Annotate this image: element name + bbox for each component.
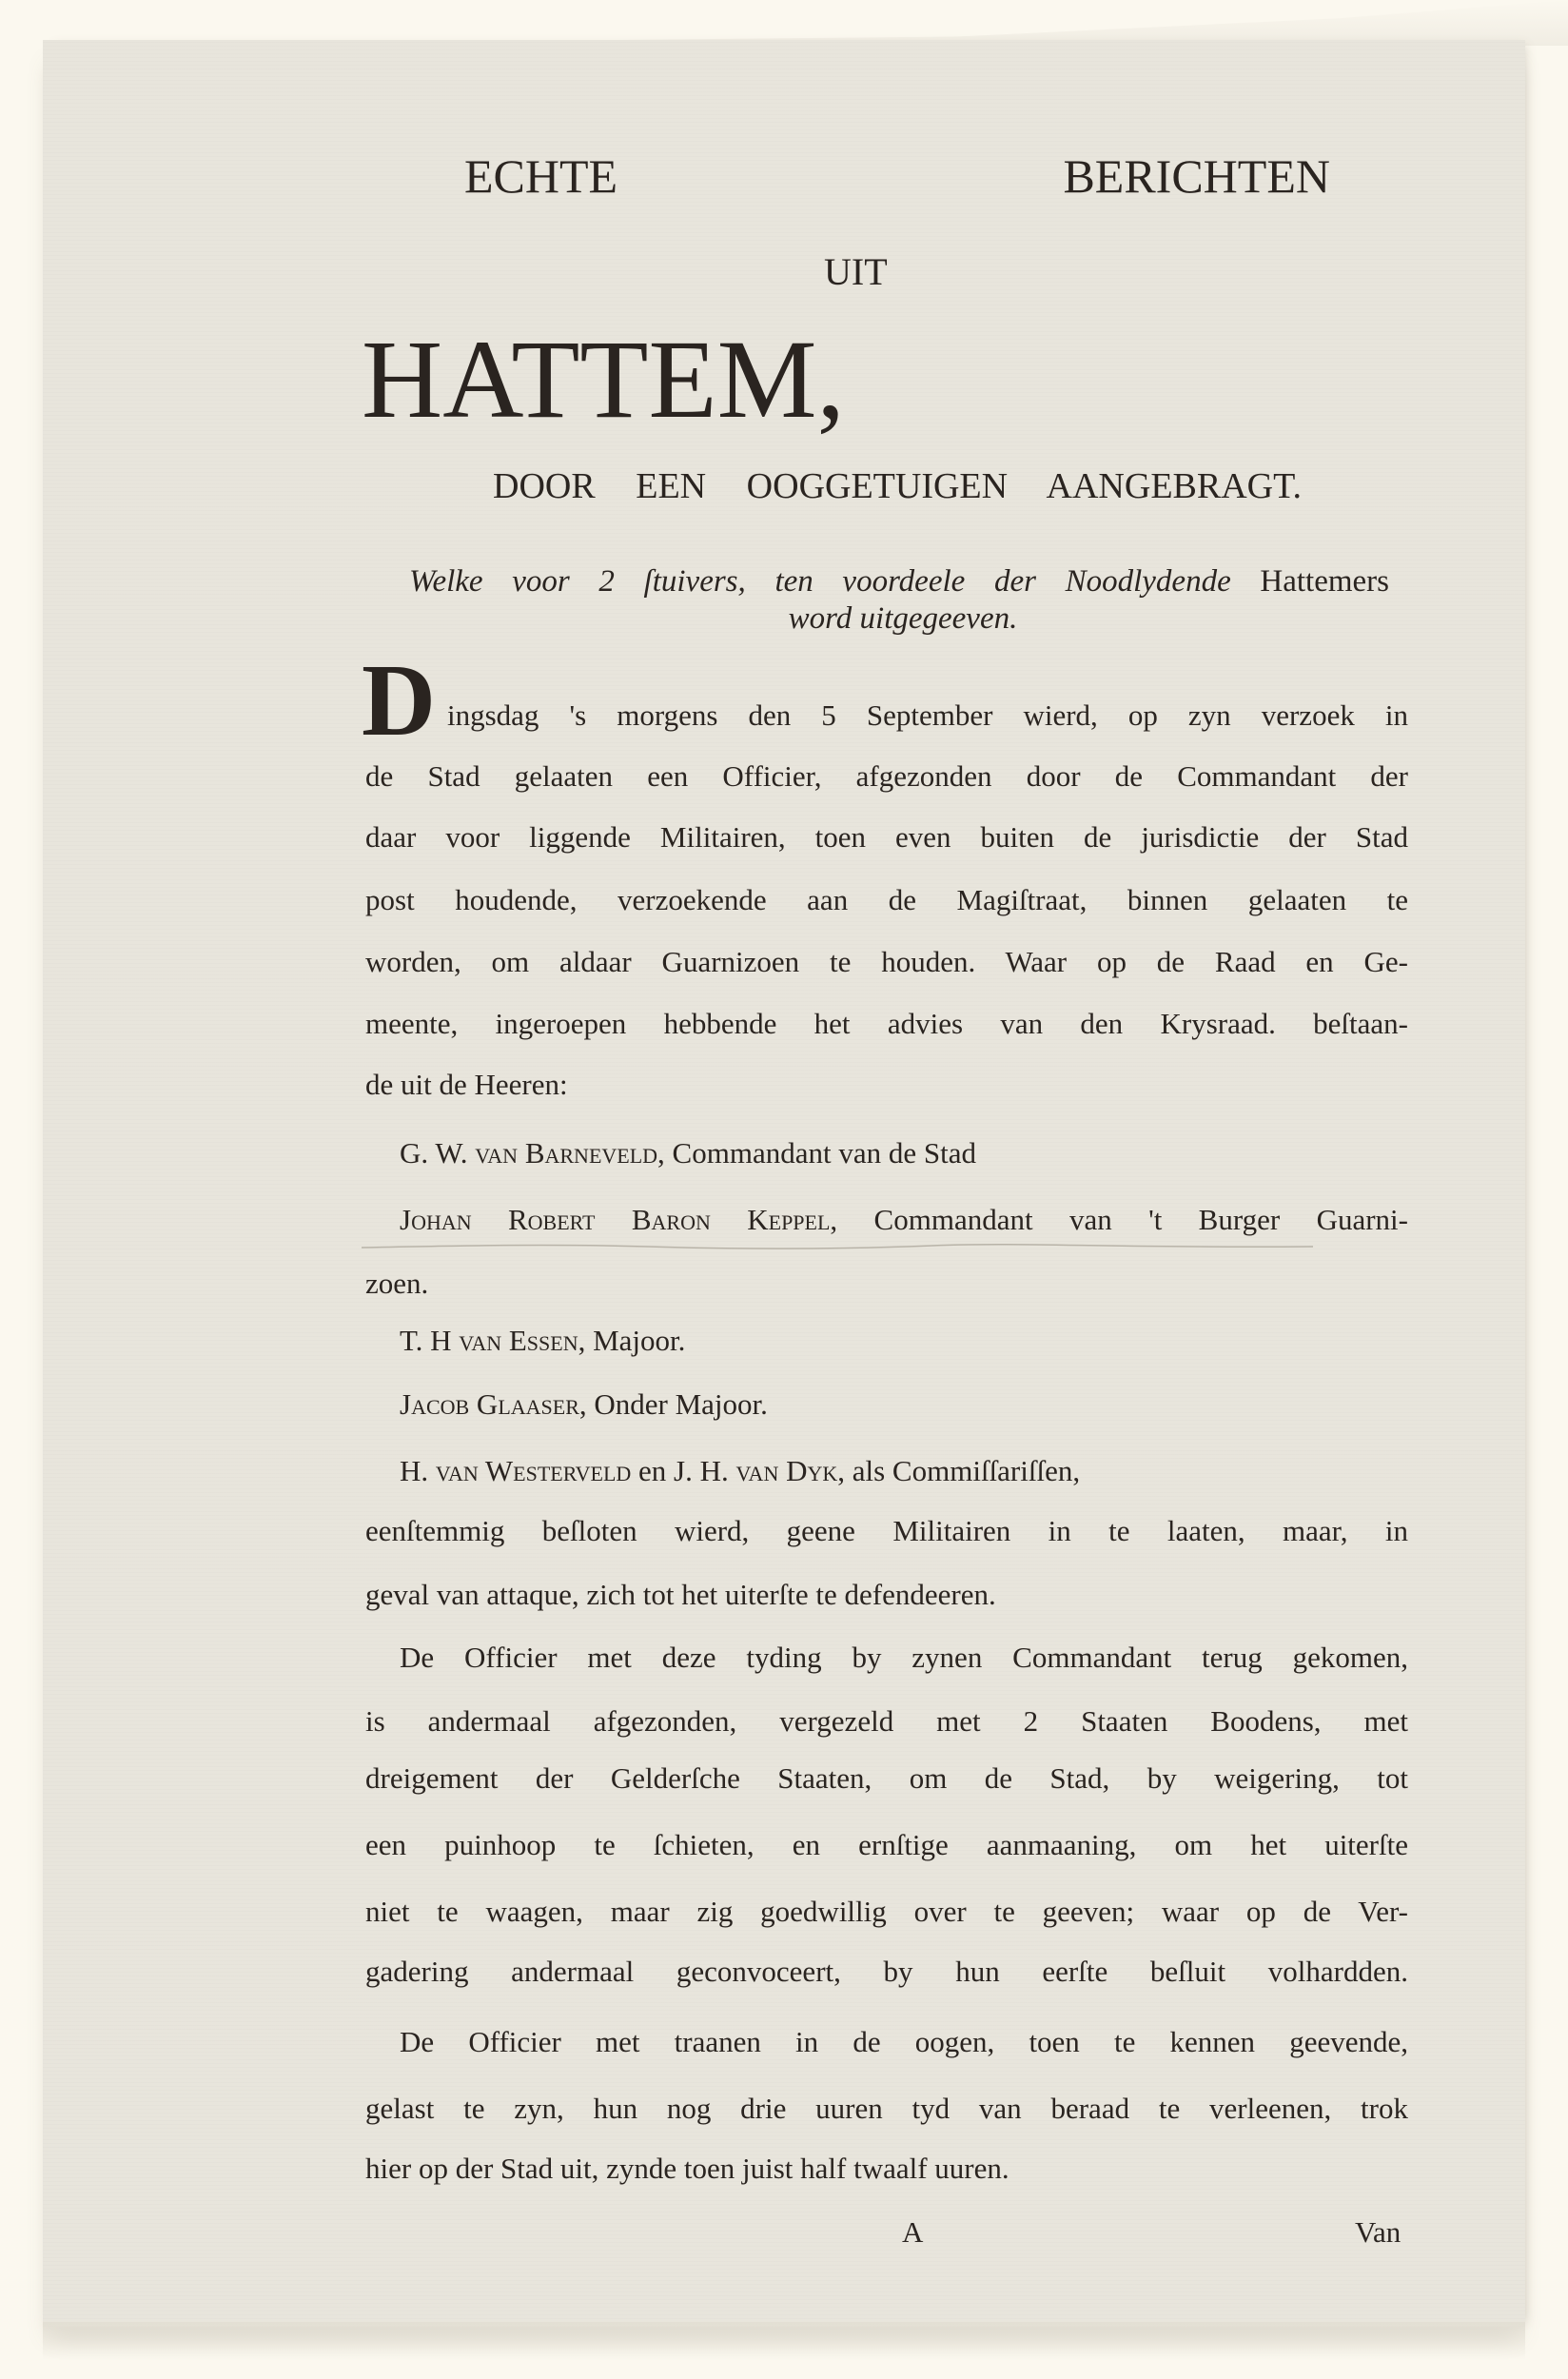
council-member [400, 1326, 685, 1355]
body-line: de uit de Heeren: [365, 1068, 568, 1101]
price-note-roman: Hattemers [1260, 564, 1390, 599]
page-curl-top [43, 0, 1568, 46]
page-curl-bottom [43, 2322, 1525, 2360]
body-line: een puinhoop te ſchieten, en ernſtige aanmaaning, om het uiterſte [365, 1828, 1408, 1861]
member-name: G. W. van Barneveld [400, 1136, 658, 1170]
body-line: gadering andermaal geconvoceert, by hun eerſte beſluit volhardden. [365, 1955, 1408, 1988]
body-line: is andermaal afgezonden, vergezeld met 2 Staaten Boodens, met [365, 1704, 1408, 1738]
price-note-italic: Welke voor 2 ſtuivers, ten voordeele der Noodlydende [409, 564, 1231, 599]
conjunction: en [631, 1454, 675, 1487]
body-line: gelast te zyn, hun nog drie uuren tyd van beraad te verleenen, trok [365, 2092, 1408, 2125]
body-line: hier op der Stad uit, zynde toen juist half twaalf uuren. [365, 2152, 1009, 2185]
title-hattem: HATTEM, [362, 317, 846, 442]
body-line: worden, om aldaar Guarnizoen te houden. Waar op de Raad en Ge- [365, 945, 1408, 978]
member-role: , Commandant van 't Burger Guarni- [830, 1203, 1408, 1236]
body-line: De Officier met traanen in de oogen, toen te kennen geevende, [400, 2025, 1408, 2058]
member-role: , Onder Majoor. [578, 1387, 768, 1421]
body-line: zoen. [365, 1267, 429, 1300]
paper-crease [362, 1243, 1313, 1250]
member-name: Johan Robert Baron Keppel [400, 1203, 831, 1236]
body-line: daar voor liggende Militairen, toen even buiten de jurisdictie der Stad [365, 820, 1408, 854]
council-member [400, 1205, 1408, 1234]
title-uit: UIT [824, 250, 888, 293]
council-member [400, 1138, 976, 1168]
drop-cap: D [362, 644, 436, 757]
body-line: niet te waagen, maar zig goedwillig over te geeven; waar op de Ver- [365, 1895, 1408, 1928]
price-note-line1 [409, 564, 1389, 600]
title-echte-berichten: ECHTE BERICHTEN [464, 149, 1330, 203]
body-line: eenſtemmig beſloten wierd, geene Militairen in te laaten, maar, in [365, 1514, 1408, 1547]
member-role: , Commandant van de Stad [657, 1136, 976, 1170]
council-member [400, 1389, 768, 1419]
signature-mark: A [902, 2215, 924, 2249]
catchword: Van [1355, 2215, 1401, 2249]
body-line: geval van attaque, zich tot het uiterſte te defendeeren. [365, 1578, 996, 1611]
body-line: meente, ingeroepen hebbende het advies van den Krysraad. beſtaan- [365, 1007, 1408, 1040]
commissioners-line [400, 1456, 1080, 1485]
member-role: , Majoor. [578, 1324, 686, 1357]
price-note-line2: word uitgegeeven. [788, 601, 1018, 636]
member-name: T. H van Essen [400, 1324, 578, 1357]
body-line: post houdende, verzoekende aan de Magiſtraat, binnen gelaaten te [365, 883, 1408, 916]
commissioner-name: H. van Westerveld [400, 1454, 632, 1487]
subtitle: DOOR EEN OOGGETUIGEN AANGEBRAGT. [493, 466, 1302, 506]
body-line: de Stad gelaaten een Officier, afgezonden door de Commandant der [365, 759, 1408, 793]
body-line: De Officier met deze tyding by zynen Commandant terug gekomen, [400, 1641, 1408, 1674]
body-line: ingsdag 's morgens den 5 September wierd, op zyn verzoek in [447, 698, 1408, 732]
member-name: Jacob Glaaser [400, 1387, 579, 1421]
commissioner-name: J. H. van Dyk [674, 1454, 838, 1487]
commissioner-role: , als Commiſſariſſen, [837, 1454, 1081, 1487]
body-line: dreigement der Gelderſche Staaten, om de Stad, by weigering, tot [365, 1761, 1408, 1795]
